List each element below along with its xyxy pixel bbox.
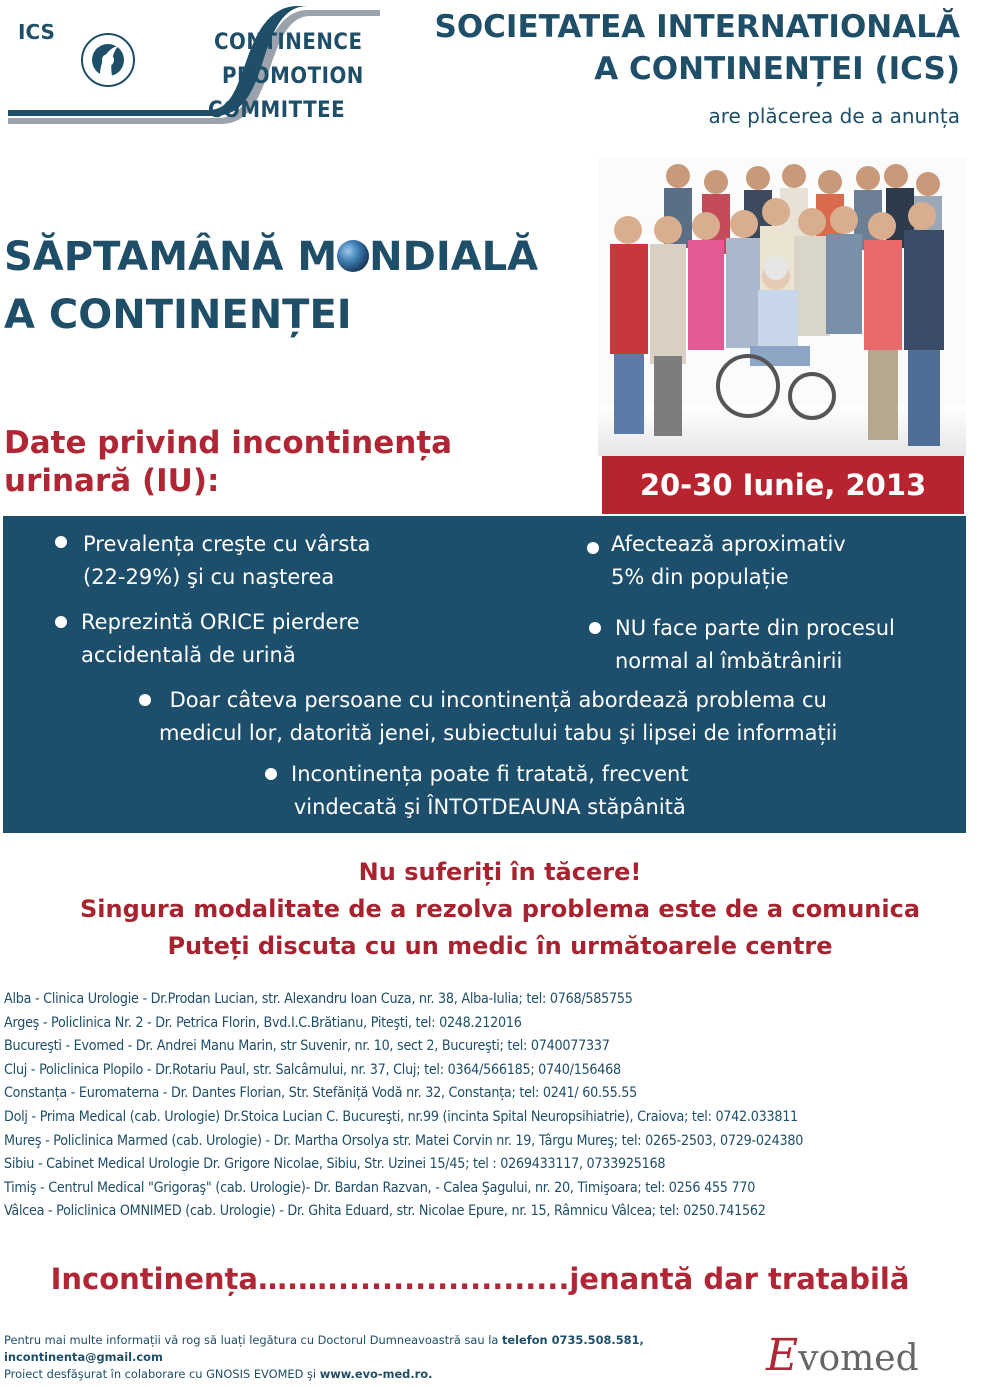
footer <box>4 1332 744 1383</box>
date-range-banner: 20-30 Iunie, 2013 <box>602 456 964 514</box>
fact-line: Afectează aproximativ <box>611 532 846 556</box>
fact-item <box>615 612 895 678</box>
committee-line-3: COMMITTEE <box>208 98 346 123</box>
fact-line: Incontinența poate fi tratată, frecvent <box>291 762 689 786</box>
bullet-icon <box>265 768 277 780</box>
announce-text: are plăcerea de a anunța <box>708 104 960 128</box>
footer-phone: telefon 0735.508.581, <box>501 1333 644 1347</box>
center-item: Bucureşti - Evomed - Dr. Andrei Manu Marin, str Suvenir, nr. 10, sect 2, Bucureşti; tel: 0740077337 <box>4 1038 610 1055</box>
medical-centers-list <box>4 988 994 1224</box>
evomed-logo-text: vomed <box>798 1338 919 1379</box>
fact-line: vindecată şi ÎNTOTDEAUNA stăpânită <box>293 795 686 819</box>
fact-item <box>83 528 370 594</box>
fact-item <box>291 758 689 824</box>
center-item: Constanța - Euromaterna - Dr. Dantes Florian, Str. Stefăniță Vodă nr. 32, Constanța; tel: 0241/ 60.55.55 <box>4 1085 638 1102</box>
evomed-logo-initial: E <box>766 1330 799 1381</box>
footer-line-3 <box>4 1366 744 1383</box>
committee-line-1: CONTINENCE <box>214 30 363 55</box>
fact-line: 5% din populație <box>611 565 789 589</box>
fact-line: Doar câteva persoane cu incontinență abordează problema cu <box>169 688 827 712</box>
callouts <box>0 854 1000 965</box>
fact-line: Prevalența creşte cu vârsta <box>83 532 371 556</box>
org-title <box>360 6 960 90</box>
week-title-part-2: NDIALĂ <box>369 234 539 280</box>
bullet-icon <box>55 616 67 628</box>
bullet-icon <box>55 536 67 548</box>
center-item: Vâlcea - Policlinica OMNIMED (cab. Urologie) - Dr. Ghita Eduard, str. Nicolae Epure, nr. 15, Râmnicu Vâlcea; tel: 0250.741562 <box>4 1203 766 1220</box>
globe-icon <box>337 240 369 272</box>
fact-line: NU face parte din procesul <box>615 616 895 640</box>
logo-letters: ICS <box>18 20 55 44</box>
fact-item <box>81 606 360 672</box>
center-item: Timiş - Centrul Medical "Grigoraş" (cab. Urologie)- Dr. Bardan Razvan, - Calea Şagului, nr. 20, Timişoara; tel: 0256 455 770 <box>4 1179 756 1196</box>
week-title-line-2: A CONTINENȚEI <box>4 292 352 338</box>
committee-line-2: PROMOTION <box>222 64 364 89</box>
fact-line: accidentală de urină <box>81 643 296 667</box>
footer-project-text: Proiect desfăşurat în colaborare cu GNOSIS EVOMED şi <box>4 1367 320 1381</box>
callout-line: Puteți discuta cu un medic în următoarele centre <box>167 932 833 960</box>
footer-website-link[interactable]: www.evo-med.ro. <box>319 1367 433 1381</box>
facts-heading <box>4 424 452 500</box>
fact-line: Reprezintă ORICE pierdere <box>81 610 360 634</box>
bullet-icon <box>587 542 599 554</box>
facts-heading-line-1: Date privind incontinența <box>4 425 453 461</box>
callout-line: Singura modalitate de a rezolva problema este de a comunica <box>79 895 921 923</box>
evomed-logo <box>766 1330 976 1382</box>
center-item: Dolj - Prima Medical (cab. Urologie) Dr.Stoica Lucian C. Bucureşti, nr.99 (incinta Spital Neuropsihiatrie), Craiova; tel: 0742.033811 <box>4 1108 798 1125</box>
center-item: Sibiu - Cabinet Medical Urologie Dr. Grigore Nicolae, Sibiu, Str. Uzinei 15/45; tel : 0269433117, 0733925168 <box>4 1156 666 1173</box>
fact-line: (22-29%) şi cu naşterea <box>83 565 335 589</box>
bullet-icon <box>589 622 601 634</box>
center-item: Mureş - Policlinica Marmed (cab. Urologie) - Dr. Martha Orsolya str. Matei Corvin nr. 19, Târgu Mureş; tel: 0265-2503, 0729-024380 <box>4 1132 804 1149</box>
bullet-icon <box>139 694 151 706</box>
slogan: Incontinența….…......................jenantă dar tratabilă <box>50 1262 910 1296</box>
fact-line: medicul lor, datorită jenei, subiectului tabu şi lipsei de informații <box>159 721 838 745</box>
people-group-photo <box>598 156 966 456</box>
center-item: Alba - Clinica Urologie - Dr.Prodan Lucian, str. Alexandru Ioan Cuza, nr. 38, Alba-Iulia; tel: 0768/585755 <box>4 991 633 1007</box>
org-title-line-2: A CONTINENȚEI (ICS) <box>594 51 960 87</box>
center-item: Argeş - Policlinica Nr. 2 - Dr. Petrica Florin, Bvd.I.C.Brătianu, Piteşti, tel: 0248.212016 <box>4 1014 522 1031</box>
fact-item <box>159 684 837 750</box>
footer-email-link[interactable]: incontinenta@gmail.com <box>4 1350 163 1364</box>
fact-item <box>611 528 846 594</box>
org-title-line-1: SOCIETATEA INTERNATIONALĂ <box>434 9 960 45</box>
facts-heading-line-2: urinară (IU): <box>4 463 220 499</box>
callout-line: Nu suferiți în tăcere! <box>358 858 642 886</box>
footer-line-1 <box>4 1332 744 1349</box>
footer-contact-text: Pentru mai multe informații vă rog să luați legătura cu Doctorul Dumneavoastră sau la <box>4 1333 502 1347</box>
facts-panel <box>3 516 966 833</box>
week-title <box>4 228 538 344</box>
week-title-part-1: SĂPTAMÂNĂ M <box>4 234 338 280</box>
ics-logo <box>8 6 380 126</box>
fact-line: normal al îmbătrânirii <box>615 649 843 673</box>
center-item: Cluj - Policlinica Plopilo - Dr.Rotariu Paul, str. Salcâmului, nr. 37, Cluj; tel: 0364/566185; 0740/156468 <box>4 1061 621 1078</box>
